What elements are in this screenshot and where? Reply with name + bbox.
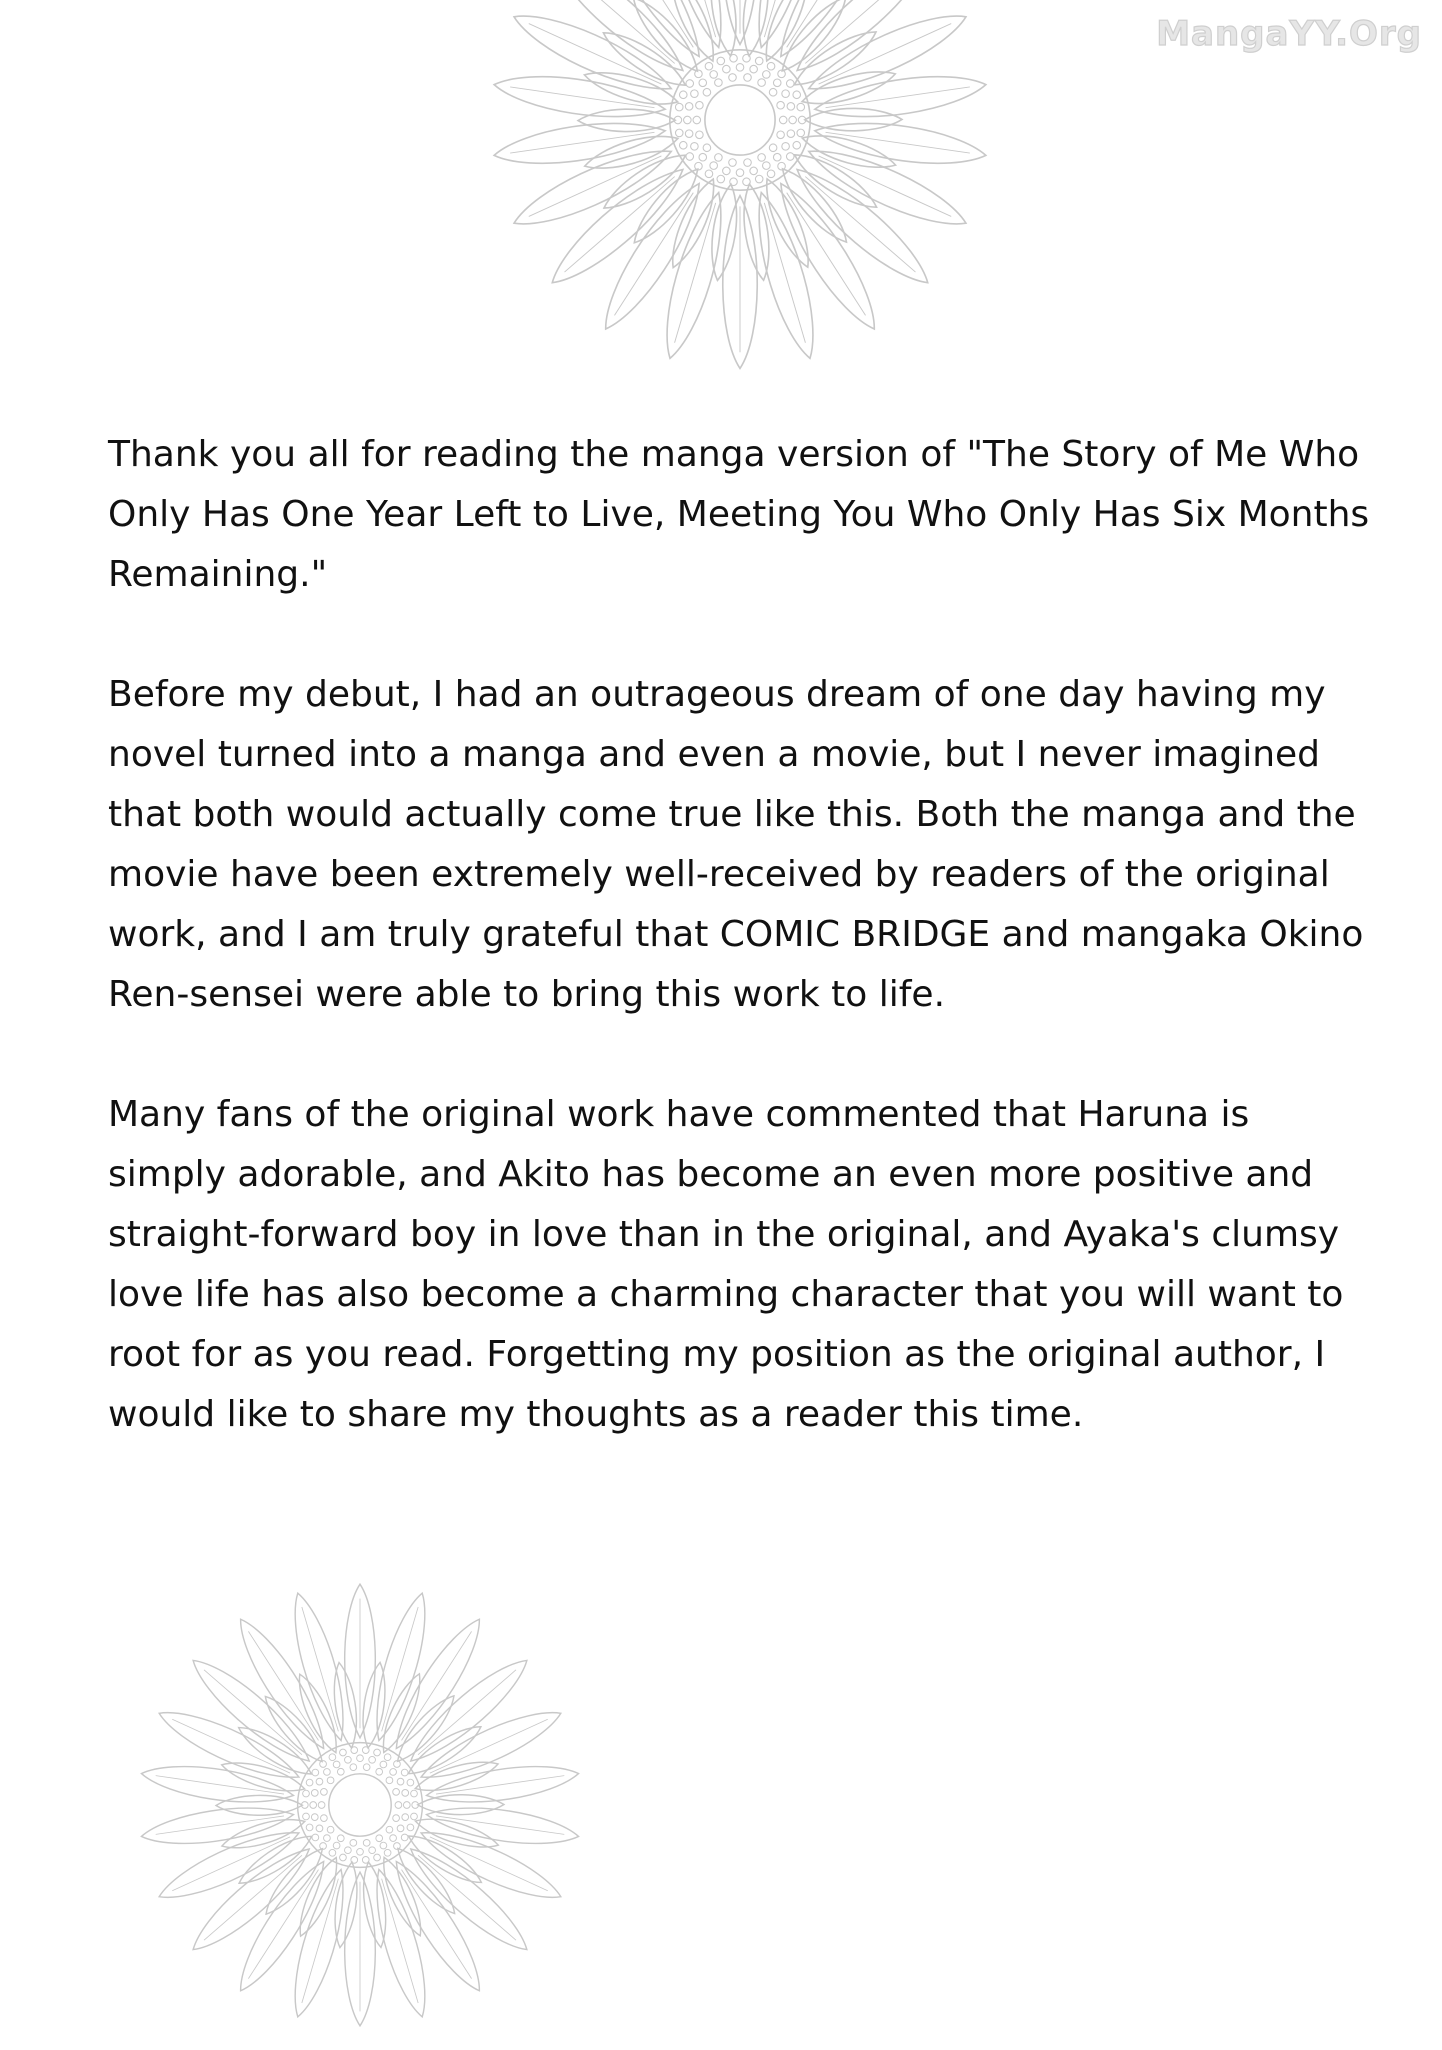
paragraph-thanks: Thank you all for reading the manga version of "The Story of Me Who Only Has One Year Left to Live, Meeting You Who Only Has Six Months Remaining." <box>108 434 1370 595</box>
paragraph-fan-comments: Many fans of the original work have commented that Haruna is simply adorable, and Akito has become an even more positive and straight-forward boy in love than in the original, and Ayaka's clumsy love life has also become a charming character that you will want to root for as you read. Forgetting my position as the original author, I would like to share my thoughts as a reader this time. <box>108 1094 1344 1435</box>
gerbera-flower-icon <box>120 1565 600 2045</box>
paragraph-debut-dream: Before my debut, I had an outrageous dream of one day having my novel turned into a manga and even a movie, but I never imagined that both would actually come true like this. Both the manga and the movie have been extremely well-received by readers of the original work, and I am truly grateful that COMIC BRIDGE and mangaka Okino Ren-sensei were able to bring this work to life. <box>108 674 1364 1015</box>
afterword-text <box>108 425 1378 1505</box>
gerbera-flower-icon <box>470 0 1010 390</box>
site-watermark: MangaYY.Org <box>1156 14 1422 54</box>
